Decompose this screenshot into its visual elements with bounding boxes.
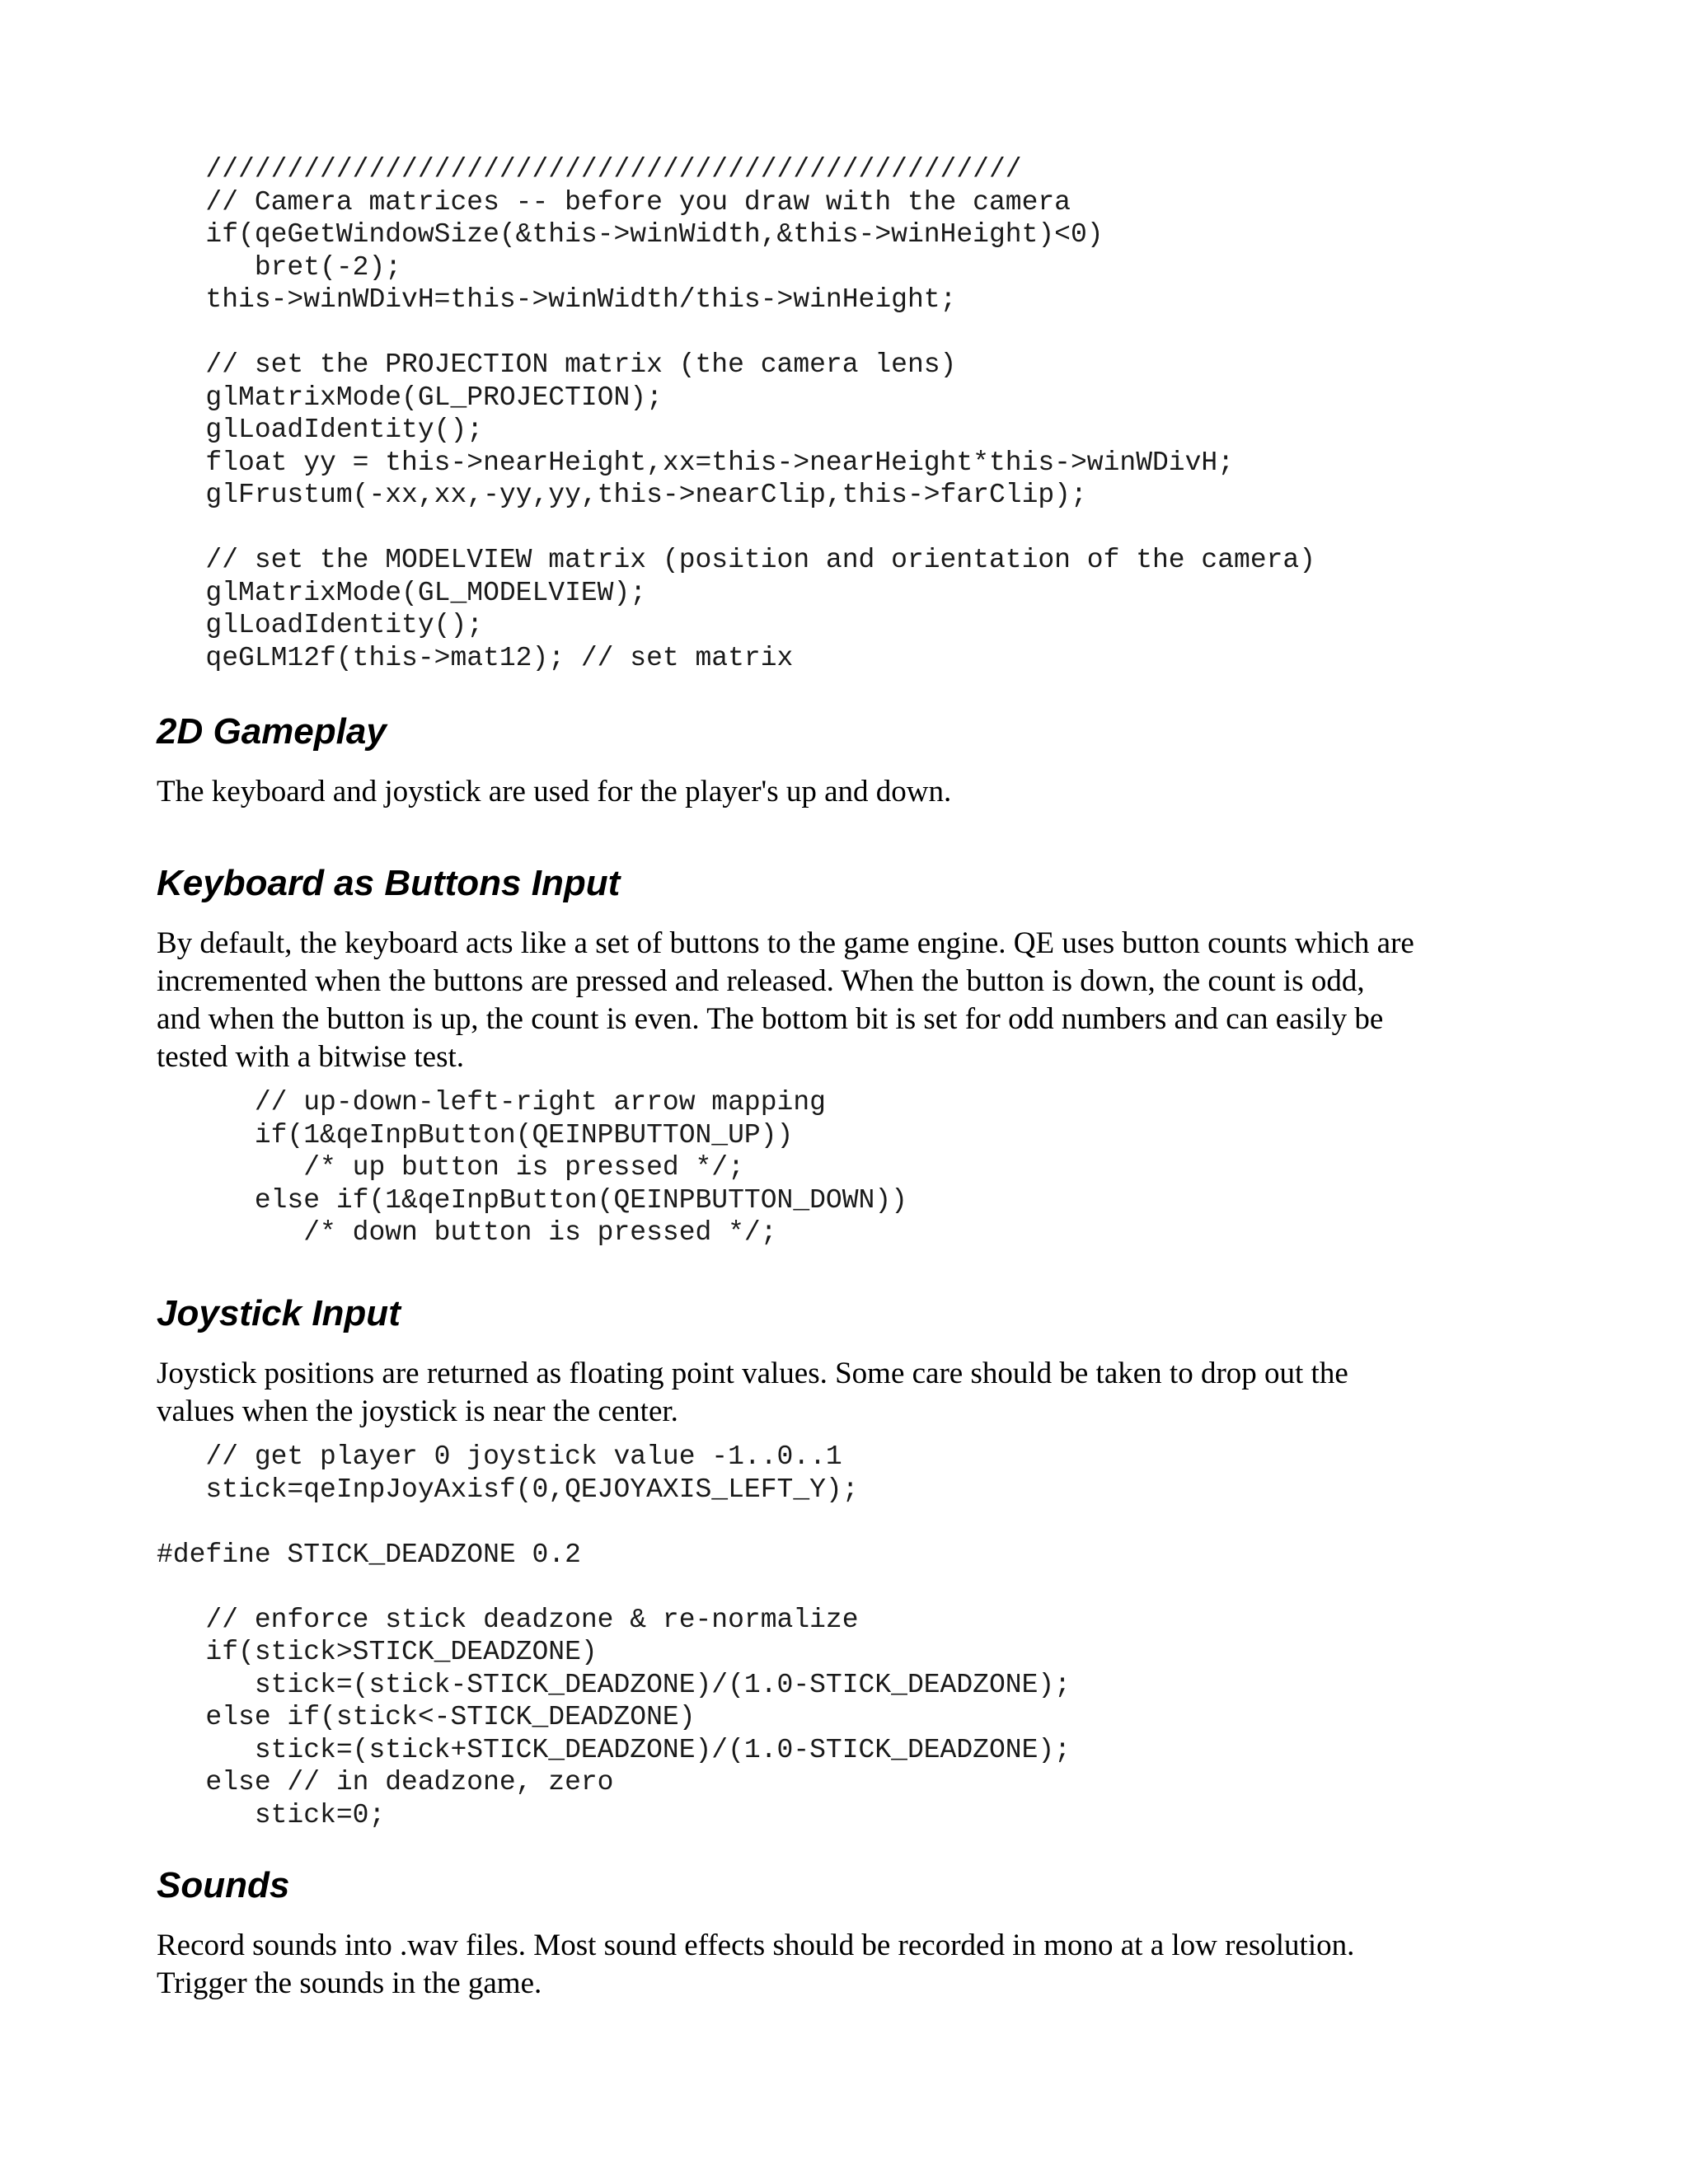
text-line: glMatrixMode(GL_MODELVIEW); [157, 577, 647, 608]
text-line: /* up button is pressed */; [157, 1152, 744, 1183]
text-line: float yy = this->nearHeight,xx=this->nearHeight*this->winWDivH; [157, 447, 1235, 478]
text-line [157, 1571, 1071, 1604]
text-line: /* down button is pressed */; [157, 1217, 777, 1248]
text-line: stick=0; [157, 1799, 386, 1830]
text-line: tested with a bitwise test. [157, 1040, 465, 1074]
text-line: this->winWDivH=this->winWidth/this->winHeight; [157, 284, 957, 315]
heading-joystick-input: Joystick Input [157, 1293, 401, 1333]
text-line: Record sounds into .wav files. Most sound effects should be recorded in mono at a low resolution. [157, 1929, 1355, 1962]
text-line: The keyboard and joystick are used for the player's up and down. [157, 775, 952, 808]
text-line: Joystick positions are returned as floating point values. Some care should be taken to drop out the [157, 1357, 1348, 1390]
text-line: and when the button is up, the count is even. The bottom bit is set for odd numbers and can easily be [157, 1002, 1384, 1036]
text-line: // enforce stick deadzone & re-normalize [157, 1604, 859, 1635]
text-line: glLoadIdentity(); [157, 415, 484, 445]
heading-keyboard-input: Keyboard as Buttons Input [157, 863, 621, 903]
paragraph-joystick [157, 1355, 1558, 1431]
code-block-joystick [157, 1441, 1071, 1831]
text-line: stick=qeInpJoyAxisf(0,QEJOYAXIS_LEFT_Y); [157, 1474, 859, 1505]
paragraph-keyboard [157, 925, 1558, 1076]
text-line: values when the joystick is near the center. [157, 1394, 678, 1428]
text-line [157, 512, 1315, 545]
heading-2d-gameplay: 2D Gameplay [157, 711, 387, 752]
text-line: qeGLM12f(this->mat12); // set matrix [157, 642, 794, 673]
text-line: glFrustum(-xx,xx,-yy,yy,this->nearClip,this->farClip); [157, 480, 1087, 510]
text-line: else if(1&qeInpButton(QEINPBUTTON_DOWN)) [157, 1184, 907, 1216]
text-line: incremented when the buttons are pressed and released. When the button is down, the count is odd, [157, 964, 1365, 998]
text-line: Trigger the sounds in the game. [157, 1966, 542, 2000]
text-line: if(1&qeInpButton(QEINPBUTTON_UP)) [157, 1119, 794, 1151]
text-line: #define STICK_DEADZONE 0.2 [157, 1539, 581, 1570]
text-line: glLoadIdentity(); [157, 610, 484, 640]
text-line: // get player 0 joystick value -1..0..1 [157, 1441, 842, 1472]
text-line: ////////////////////////////////////////////////// [157, 154, 1022, 185]
code-block-keyboard [157, 1086, 907, 1249]
text-line: bret(-2); [157, 251, 402, 283]
text-line: // up-down-left-right arrow mapping [157, 1087, 826, 1118]
text-line: By default, the keyboard acts like a set of buttons to the game engine. QE uses button counts which are [157, 926, 1414, 960]
text-line: else if(stick<-STICK_DEADZONE) [157, 1702, 696, 1732]
text-line: stick=(stick-STICK_DEADZONE)/(1.0-STICK_DEADZONE); [157, 1669, 1071, 1700]
heading-sounds: Sounds [157, 1865, 290, 1905]
code-block-camera [157, 153, 1315, 674]
text-line: // Camera matrices -- before you draw with the camera [157, 186, 1071, 218]
text-line [157, 1506, 1071, 1539]
paragraph-gameplay [157, 773, 1558, 811]
text-line: glMatrixMode(GL_PROJECTION); [157, 382, 663, 413]
paragraph-sounds [157, 1927, 1558, 2003]
text-line: if(stick>STICK_DEADZONE) [157, 1637, 598, 1667]
text-line: // set the MODELVIEW matrix (position and orientation of the camera) [157, 545, 1316, 575]
text-line: if(qeGetWindowSize(&this->winWidth,&this->winHeight)<0) [157, 219, 1104, 250]
text-line: // set the PROJECTION matrix (the camera lens) [157, 349, 957, 380]
text-line [157, 316, 1315, 349]
text-line: stick=(stick+STICK_DEADZONE)/(1.0-STICK_DEADZONE); [157, 1734, 1071, 1765]
text-line: else // in deadzone, zero [157, 1767, 614, 1797]
